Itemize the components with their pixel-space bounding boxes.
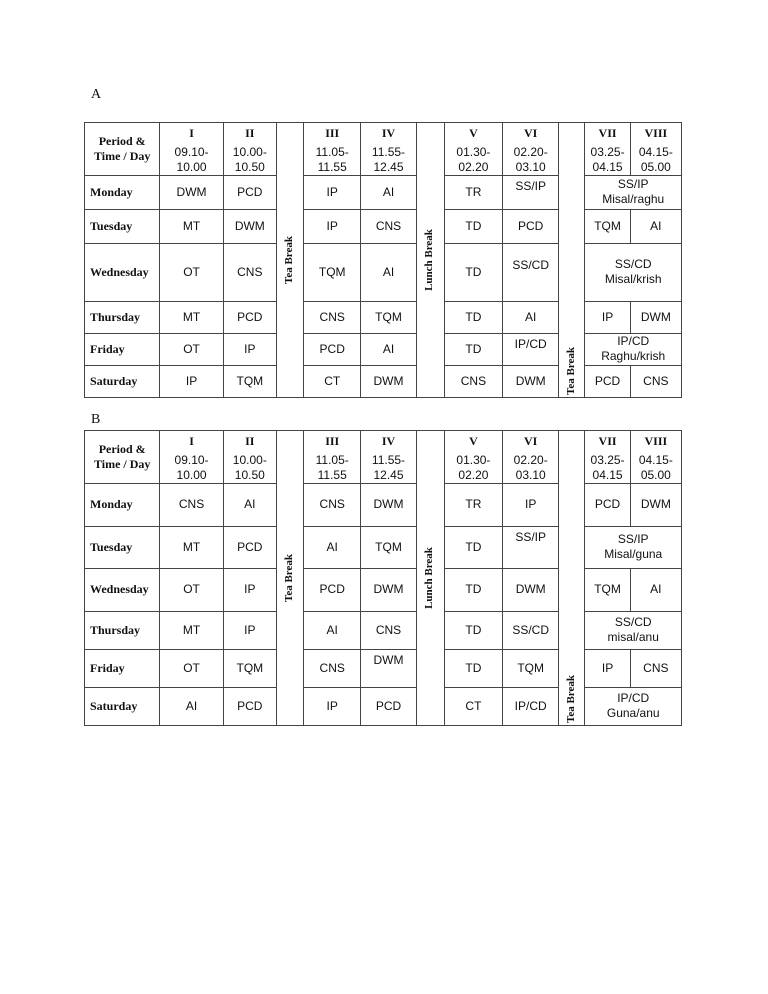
period-time-day-header: Period & Time / Day bbox=[85, 431, 160, 484]
cell-saturday-p78-subject: IP/CD bbox=[617, 691, 650, 705]
cell-saturday-p78-staff: Guna/anu bbox=[606, 706, 660, 720]
period-header-1: I bbox=[160, 123, 223, 145]
cell-wednesday-p3: PCD bbox=[304, 568, 361, 611]
day-label-thursday: Thursday bbox=[85, 611, 160, 649]
day-label-saturday: Saturday bbox=[85, 365, 160, 397]
cell-friday-p3: CNS bbox=[304, 649, 361, 687]
table-row-friday bbox=[85, 649, 682, 687]
cell-tuesday-p5: TD bbox=[444, 526, 502, 568]
day-label-saturday: Saturday bbox=[85, 687, 160, 725]
period-time-5: 01.30-02.20 bbox=[444, 145, 502, 176]
cell-saturday-p6: DWM bbox=[503, 365, 559, 397]
cell-saturday-p1: AI bbox=[160, 687, 223, 725]
period-header-6: VI bbox=[503, 431, 559, 453]
cell-wednesday-p5: TD bbox=[444, 243, 502, 301]
cell-wednesday-p78-subject: SS/CD bbox=[614, 257, 652, 271]
day-label-wednesday: Wednesday bbox=[85, 243, 160, 301]
tea-break-column-2 bbox=[559, 123, 585, 398]
cell-tuesday-p8: AI bbox=[630, 209, 681, 243]
cell-tuesday-p3: IP bbox=[304, 209, 361, 243]
cell-monday-p5: TR bbox=[444, 175, 502, 209]
cell-wednesday-p8: AI bbox=[630, 568, 681, 611]
cell-thursday-p4: TQM bbox=[361, 301, 416, 333]
period-time-2: 10.00-10.50 bbox=[223, 145, 276, 176]
cell-wednesday-p6: SS/CD bbox=[503, 243, 559, 301]
period-time-1: 09.10-10.00 bbox=[160, 145, 223, 176]
cell-monday-p4: AI bbox=[361, 175, 416, 209]
cell-friday-p2: IP bbox=[223, 333, 276, 365]
period-time-4: 11.55-12.45 bbox=[361, 145, 416, 176]
cell-friday-p78-subject: IP/CD bbox=[617, 334, 650, 348]
cell-saturday-p3: IP bbox=[304, 687, 361, 725]
cell-wednesday-p1: OT bbox=[160, 568, 223, 611]
cell-saturday-p2: TQM bbox=[223, 365, 276, 397]
cell-thursday-p2: IP bbox=[223, 611, 276, 649]
cell-friday-p6: TQM bbox=[503, 649, 559, 687]
cell-thursday-p8: DWM bbox=[630, 301, 681, 333]
cell-tuesday-p2: PCD bbox=[223, 526, 276, 568]
cell-saturday-p7-p8 bbox=[585, 687, 682, 725]
period-time-5: 01.30-02.20 bbox=[444, 453, 502, 484]
tea-break-label: Tea Break bbox=[283, 553, 296, 602]
period-header-5: V bbox=[444, 431, 502, 453]
period-header-1: I bbox=[160, 431, 223, 453]
lunch-break-label: Lunch Break bbox=[423, 546, 436, 609]
day-label-friday: Friday bbox=[85, 333, 160, 365]
period-time-8: 04.15-05.00 bbox=[630, 145, 681, 176]
cell-saturday-p5: CT bbox=[444, 687, 502, 725]
cell-monday-p3: CNS bbox=[304, 483, 361, 526]
cell-tuesday-p5: TD bbox=[444, 209, 502, 243]
period-time-8: 04.15-05.00 bbox=[630, 453, 681, 484]
cell-friday-p5: TD bbox=[444, 649, 502, 687]
section-a-label: A bbox=[91, 87, 102, 102]
cell-wednesday-p4: DWM bbox=[361, 568, 416, 611]
section-b-label: B bbox=[91, 412, 101, 427]
cell-monday-p3: IP bbox=[304, 175, 361, 209]
table-row-tuesday bbox=[85, 526, 682, 568]
cell-friday-p4: AI bbox=[361, 333, 416, 365]
cell-tuesday-p6: SS/IP bbox=[503, 526, 559, 568]
period-header-4: IV bbox=[361, 431, 416, 453]
cell-tuesday-p6: PCD bbox=[503, 209, 559, 243]
period-header-7: VII bbox=[585, 123, 630, 145]
timetable-b bbox=[84, 430, 682, 726]
cell-wednesday-p2: IP bbox=[223, 568, 276, 611]
period-header-6: VI bbox=[503, 123, 559, 145]
cell-monday-p78-staff: Misal/raghu bbox=[602, 192, 665, 206]
table-row-tuesday bbox=[85, 209, 682, 243]
period-time-7: 03.25-04.15 bbox=[585, 453, 630, 484]
tea-break-column-2 bbox=[559, 431, 585, 726]
cell-friday-p5: TD bbox=[444, 333, 502, 365]
table-row-saturday bbox=[85, 687, 682, 725]
cell-wednesday-p5: TD bbox=[444, 568, 502, 611]
cell-thursday-p6: AI bbox=[503, 301, 559, 333]
period-time-6: 02.20-03.10 bbox=[503, 145, 559, 176]
cell-tuesday-p4: TQM bbox=[361, 526, 416, 568]
cell-monday-p8: DWM bbox=[630, 483, 681, 526]
period-header-2: II bbox=[223, 431, 276, 453]
cell-saturday-p6: IP/CD bbox=[503, 687, 559, 725]
tea-break-label: Tea Break bbox=[283, 235, 296, 284]
day-label-friday: Friday bbox=[85, 649, 160, 687]
cell-monday-p1: CNS bbox=[160, 483, 223, 526]
period-header-8: VIII bbox=[630, 123, 681, 145]
day-label-tuesday: Tuesday bbox=[85, 209, 160, 243]
timetable-a bbox=[84, 122, 682, 398]
cell-tuesday-p2: DWM bbox=[223, 209, 276, 243]
day-label-monday: Monday bbox=[85, 483, 160, 526]
cell-saturday-p7: PCD bbox=[585, 365, 630, 397]
cell-tuesday-p7: TQM bbox=[585, 209, 630, 243]
cell-thursday-p6: SS/CD bbox=[503, 611, 559, 649]
cell-friday-p1: OT bbox=[160, 333, 223, 365]
cell-tuesday-p3: AI bbox=[304, 526, 361, 568]
cell-tuesday-p78-subject: SS/IP bbox=[617, 532, 649, 546]
cell-wednesday-p3: TQM bbox=[304, 243, 361, 301]
cell-monday-p6: IP bbox=[503, 483, 559, 526]
period-header-2: II bbox=[223, 123, 276, 145]
table-row-monday bbox=[85, 483, 682, 526]
cell-wednesday-p78-staff: Misal/krish bbox=[604, 272, 662, 286]
cell-friday-p78-staff: Raghu/krish bbox=[601, 349, 666, 363]
cell-thursday-p3: CNS bbox=[304, 301, 361, 333]
cell-saturday-p3: CT bbox=[304, 365, 361, 397]
cell-tuesday-p4: CNS bbox=[361, 209, 416, 243]
table-row-monday bbox=[85, 175, 682, 209]
table-row-thursday bbox=[85, 301, 682, 333]
cell-thursday-p1: MT bbox=[160, 611, 223, 649]
cell-wednesday-p7-p8 bbox=[585, 243, 682, 301]
cell-thursday-p3: AI bbox=[304, 611, 361, 649]
cell-monday-p78-subject: SS/IP bbox=[617, 177, 649, 191]
cell-friday-p7-p8 bbox=[585, 333, 682, 365]
cell-saturday-p5: CNS bbox=[444, 365, 502, 397]
cell-monday-p1: DWM bbox=[160, 175, 223, 209]
cell-friday-p7: IP bbox=[585, 649, 630, 687]
cell-wednesday-p6: DWM bbox=[503, 568, 559, 611]
cell-friday-p4: DWM bbox=[361, 649, 416, 687]
cell-friday-p1: OT bbox=[160, 649, 223, 687]
cell-thursday-p5: TD bbox=[444, 301, 502, 333]
lunch-break-column bbox=[416, 431, 444, 726]
cell-thursday-p78-subject: SS/CD bbox=[614, 615, 652, 629]
lunch-break-column bbox=[416, 123, 444, 398]
cell-monday-p7-p8 bbox=[585, 175, 682, 209]
cell-saturday-p4: DWM bbox=[361, 365, 416, 397]
period-time-1: 09.10-10.00 bbox=[160, 453, 223, 484]
period-header-5: V bbox=[444, 123, 502, 145]
cell-tuesday-p7-p8 bbox=[585, 526, 682, 568]
table-row-thursday bbox=[85, 611, 682, 649]
period-time-6: 02.20-03.10 bbox=[503, 453, 559, 484]
cell-monday-p7: PCD bbox=[585, 483, 630, 526]
cell-tuesday-p1: MT bbox=[160, 209, 223, 243]
tea-break-column bbox=[276, 123, 303, 398]
cell-saturday-p2: PCD bbox=[223, 687, 276, 725]
cell-friday-p2: TQM bbox=[223, 649, 276, 687]
tea-break-column bbox=[276, 431, 303, 726]
cell-wednesday-p7: TQM bbox=[585, 568, 630, 611]
cell-saturday-p4: PCD bbox=[361, 687, 416, 725]
tea-break-label-2: Tea Break bbox=[564, 674, 577, 723]
cell-thursday-p5: TD bbox=[444, 611, 502, 649]
cell-thursday-p2: PCD bbox=[223, 301, 276, 333]
cell-thursday-p7-p8 bbox=[585, 611, 682, 649]
cell-wednesday-p1: OT bbox=[160, 243, 223, 301]
period-header-4: IV bbox=[361, 123, 416, 145]
cell-monday-p2: PCD bbox=[223, 175, 276, 209]
table-row-saturday bbox=[85, 365, 682, 397]
cell-wednesday-p4: AI bbox=[361, 243, 416, 301]
cell-thursday-p7: IP bbox=[585, 301, 630, 333]
day-label-monday: Monday bbox=[85, 175, 160, 209]
cell-tuesday-p1: MT bbox=[160, 526, 223, 568]
cell-wednesday-p2: CNS bbox=[223, 243, 276, 301]
cell-monday-p5: TR bbox=[444, 483, 502, 526]
cell-thursday-p78-staff: misal/anu bbox=[607, 630, 659, 644]
cell-saturday-p1: IP bbox=[160, 365, 223, 397]
period-time-7: 03.25-04.15 bbox=[585, 145, 630, 176]
period-time-day-header: Period & Time / Day bbox=[85, 123, 160, 176]
cell-monday-p2: AI bbox=[223, 483, 276, 526]
day-label-tuesday: Tuesday bbox=[85, 526, 160, 568]
cell-thursday-p4: CNS bbox=[361, 611, 416, 649]
cell-monday-p6: SS/IP bbox=[503, 175, 559, 209]
period-time-4: 11.55-12.45 bbox=[361, 453, 416, 484]
lunch-break-label: Lunch Break bbox=[423, 228, 436, 291]
tea-break-label-2: Tea Break bbox=[564, 346, 577, 395]
period-time-3: 11.05-11.55 bbox=[304, 145, 361, 176]
period-header-7: VII bbox=[585, 431, 630, 453]
period-header-3: III bbox=[304, 123, 361, 145]
period-time-3: 11.05-11.55 bbox=[304, 453, 361, 484]
table-row-wednesday bbox=[85, 243, 682, 301]
cell-friday-p6: IP/CD bbox=[503, 333, 559, 365]
table-row-friday bbox=[85, 333, 682, 365]
day-label-thursday: Thursday bbox=[85, 301, 160, 333]
period-header-8: VIII bbox=[630, 431, 681, 453]
cell-thursday-p1: MT bbox=[160, 301, 223, 333]
cell-friday-p8: CNS bbox=[630, 649, 681, 687]
cell-saturday-p8: CNS bbox=[630, 365, 681, 397]
cell-friday-p3: PCD bbox=[304, 333, 361, 365]
day-label-wednesday: Wednesday bbox=[85, 568, 160, 611]
period-time-2: 10.00-10.50 bbox=[223, 453, 276, 484]
cell-tuesday-p78-staff: Misal/guna bbox=[604, 547, 663, 561]
cell-monday-p4: DWM bbox=[361, 483, 416, 526]
period-header-3: III bbox=[304, 431, 361, 453]
table-row-wednesday bbox=[85, 568, 682, 611]
